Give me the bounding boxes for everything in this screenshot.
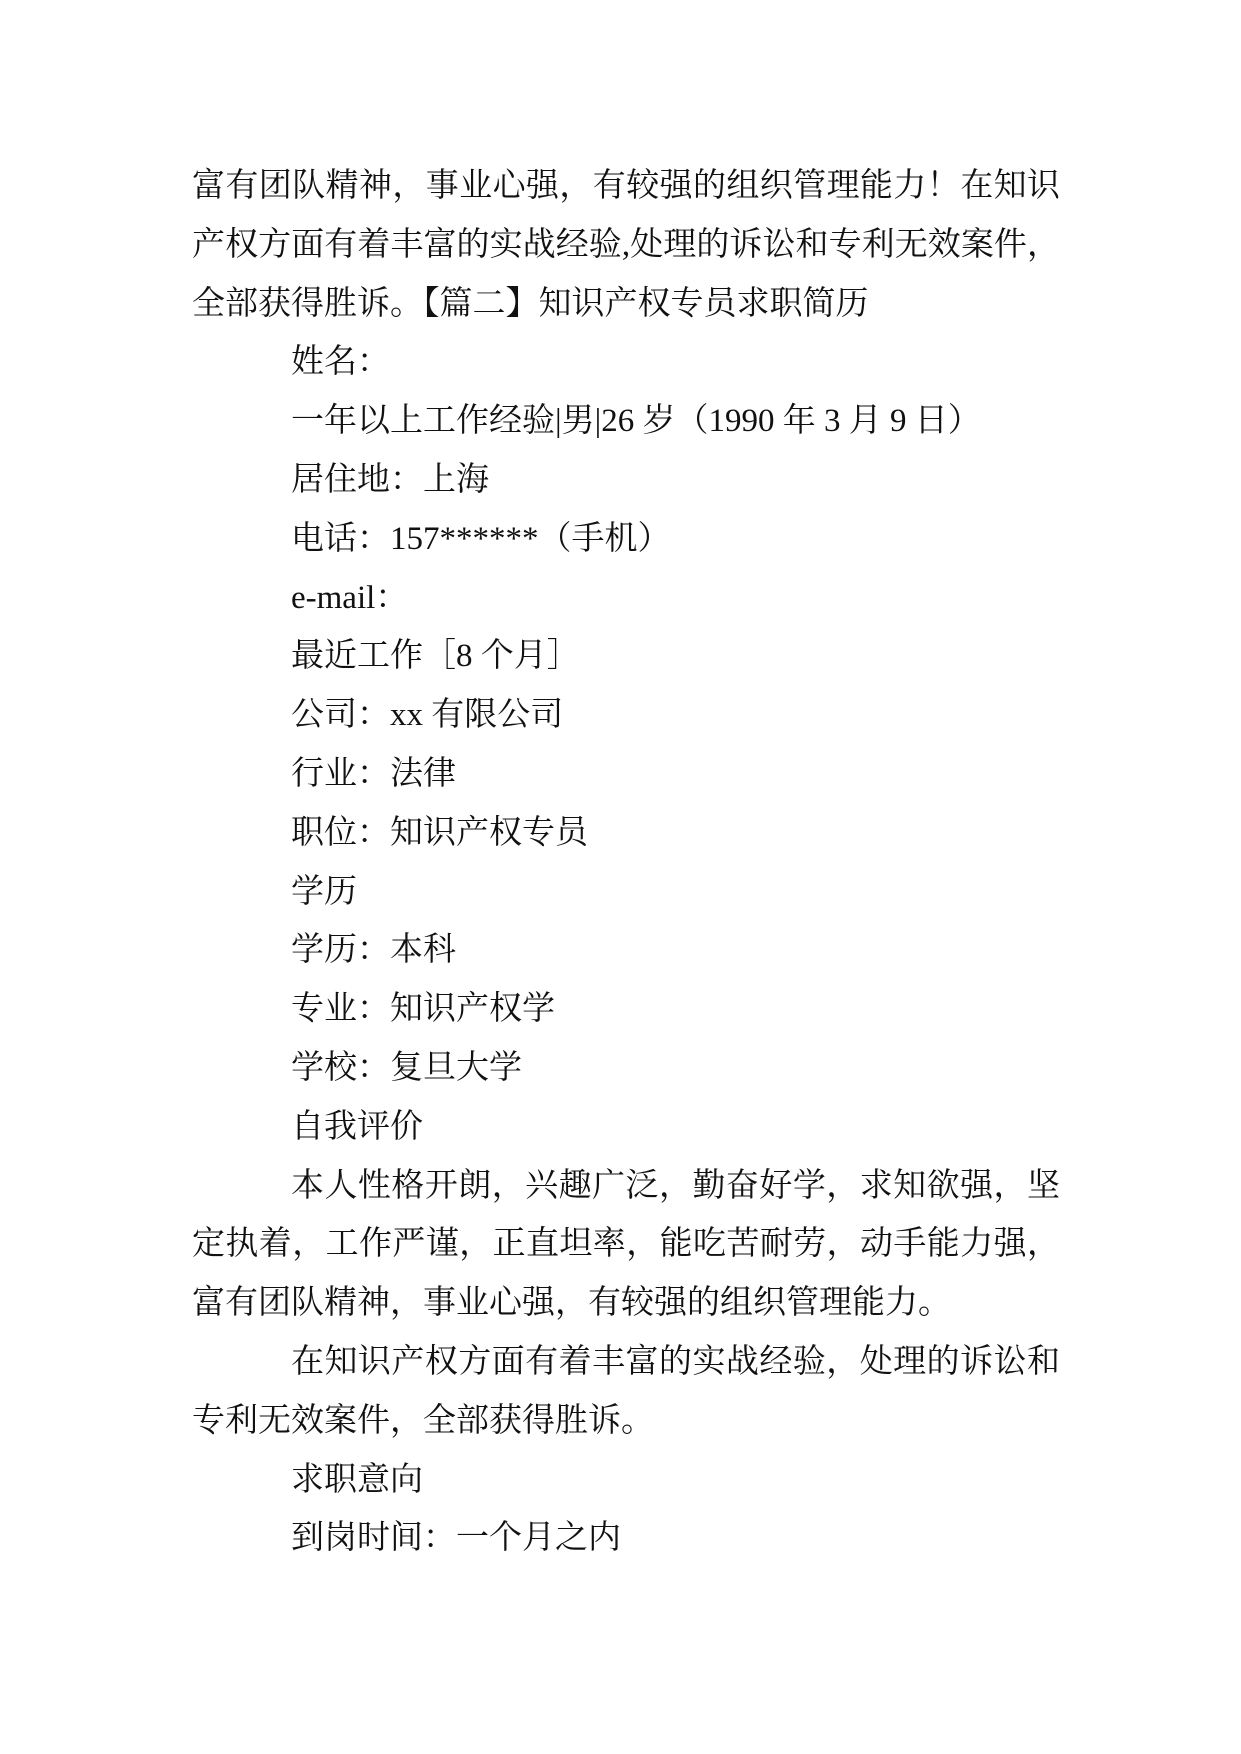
continuation-line-3-section-title: 全部获得胜诉。【篇二】知识产权专员求职简历 (192, 285, 869, 322)
industry: 行业：法律 (291, 755, 456, 792)
continuation-line-2: 产权方面有着丰富的实战经验,处理的诉讼和专利无效案件， (192, 226, 1060, 263)
self-evaluation-p2-line-2: 专利无效案件，全部获得胜诉。 (192, 1402, 654, 1439)
self-evaluation-p1-line-1: 本人性格开朗，兴趣广泛，勤奋好学，求知欲强，坚 (291, 1167, 1060, 1204)
residence: 居住地：上海 (291, 461, 489, 498)
availability: 到岗时间：一个月之内 (291, 1520, 621, 1557)
name-label: 姓名： (291, 344, 390, 381)
email: e-mail： (291, 579, 409, 616)
degree: 学历：本科 (291, 932, 456, 969)
self-evaluation-p1-line-3: 富有团队精神，事业心强，有较强的组织管理能力。 (192, 1285, 951, 1322)
document-page (192, 157, 1060, 1568)
job-intention-heading: 求职意向 (291, 1461, 423, 1498)
school: 学校：复旦大学 (291, 1049, 522, 1086)
profile-summary: 一年以上工作经验|男|26 岁（1990 年 3 月 9 日） (291, 403, 981, 440)
self-evaluation-heading: 自我评价 (291, 1108, 423, 1145)
education-heading: 学历 (291, 873, 357, 910)
position: 职位：知识产权专员 (291, 814, 588, 851)
self-evaluation-p2-line-1: 在知识产权方面有着丰富的实战经验，处理的诉讼和 (291, 1343, 1060, 1380)
major: 专业：知识产权学 (291, 991, 555, 1028)
company: 公司：xx 有限公司 (291, 697, 564, 734)
self-evaluation-p1-line-2: 定执着，工作严谨，正直坦率，能吃苦耐劳，动手能力强， (192, 1226, 1060, 1263)
phone: 电话：157******（手机） (291, 520, 671, 557)
recent-work-heading: 最近工作［8 个月］ (291, 638, 580, 675)
continuation-line-1: 富有团队精神，事业心强，有较强的组织管理能力！在知识 (192, 168, 1060, 204)
